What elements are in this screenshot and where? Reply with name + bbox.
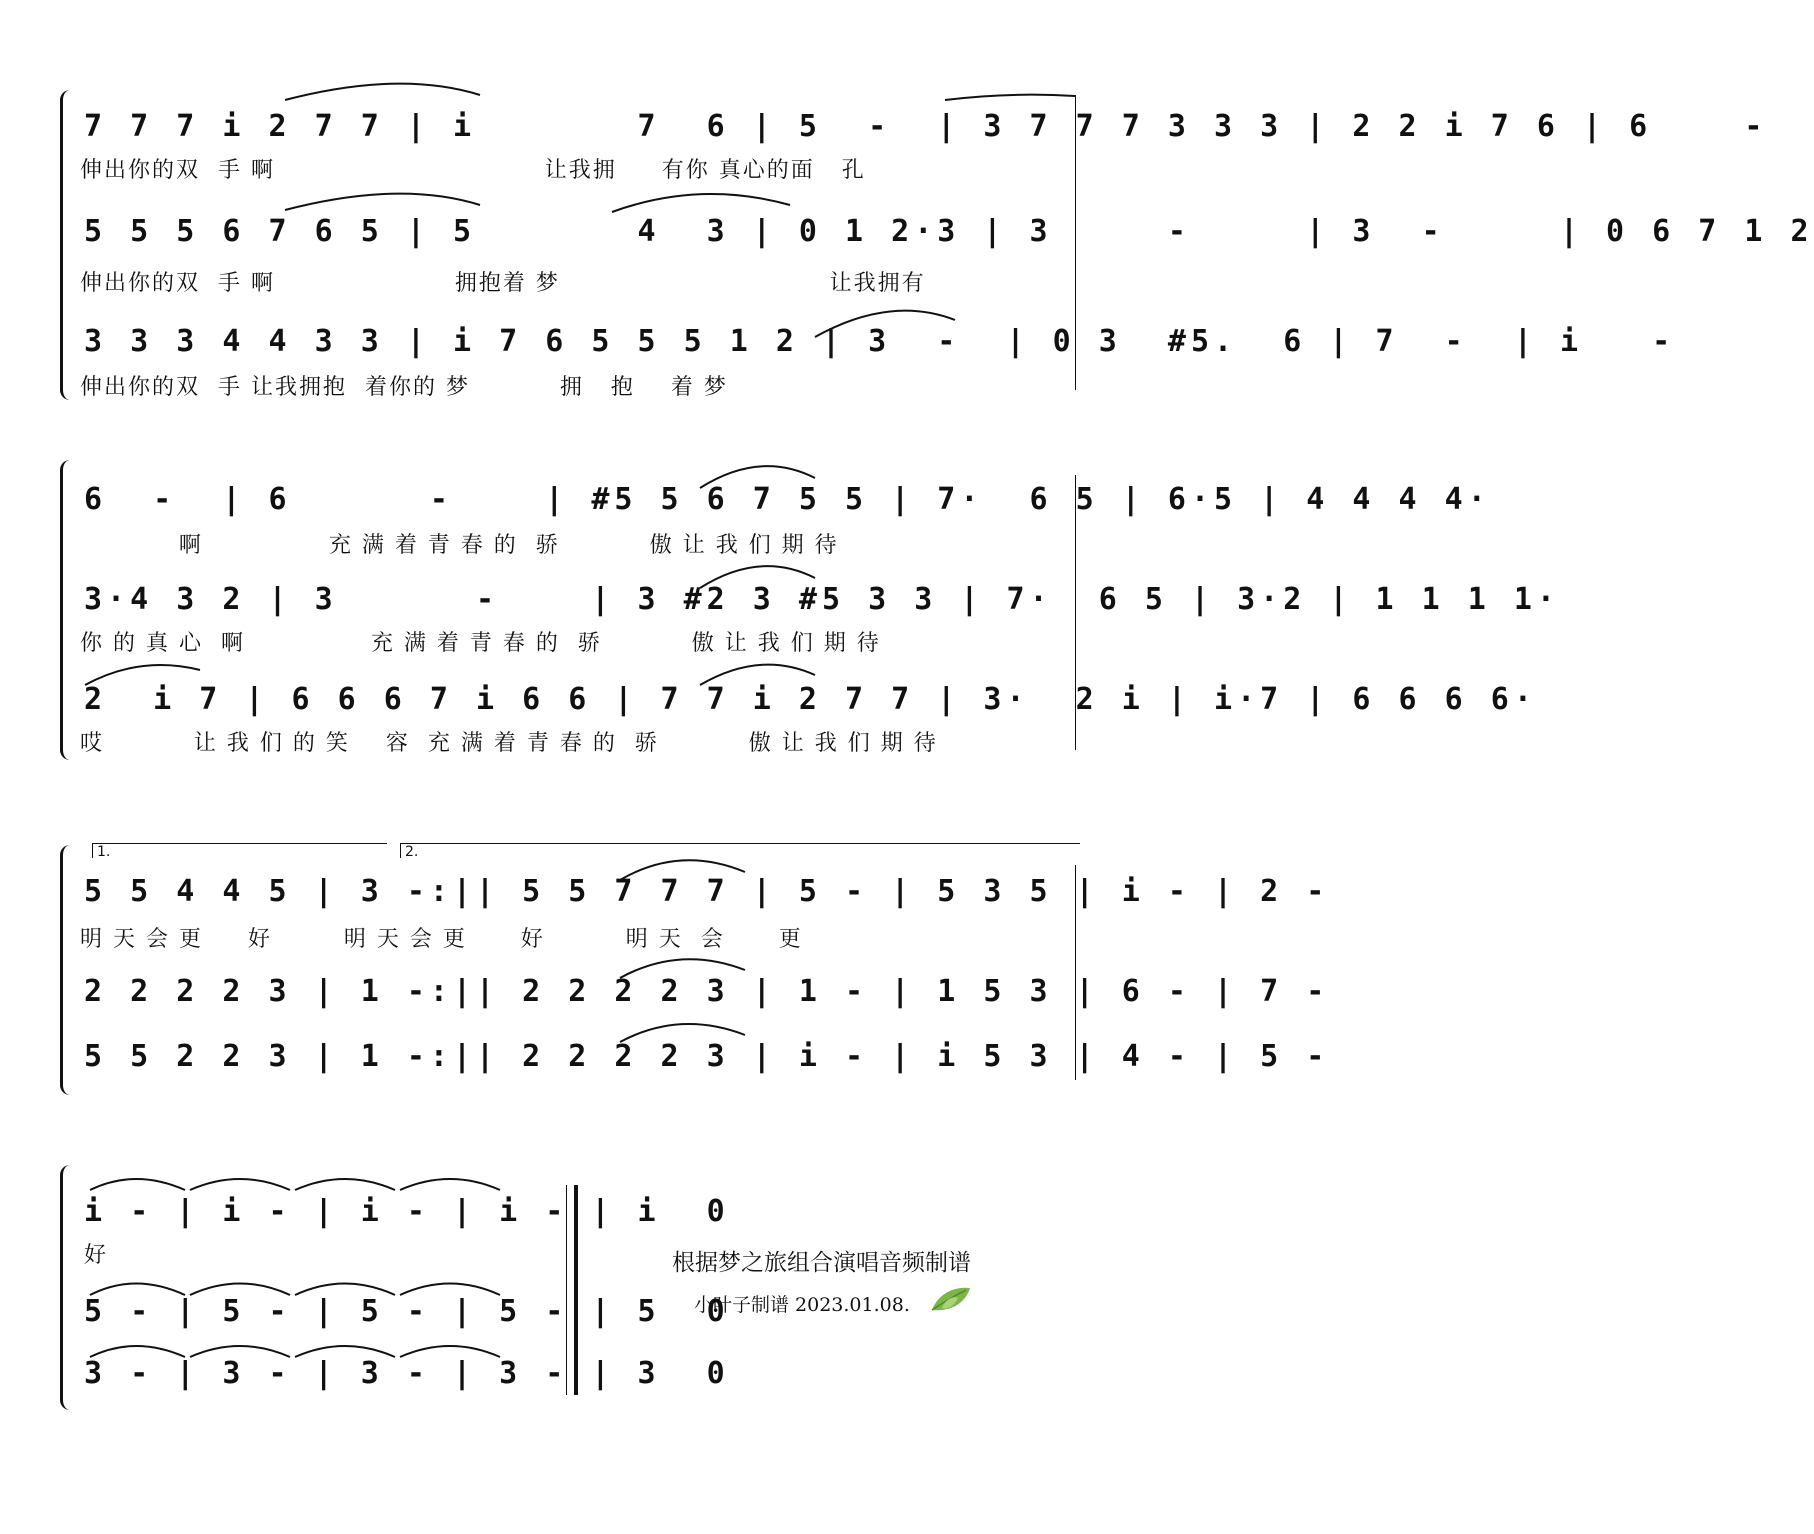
notes-line: 5 5 4 4 5 | 3 -:|| 5 5 7 7 7 | 5 - | 5 3 5 | i - | 2 - [84, 874, 1330, 909]
volta-second-ending: 2. [400, 843, 1080, 858]
notes-line: 3 3 3 4 4 3 3 | i 7 6 5 5 5 1 2 | 3 - | 0 3 #5. 6 | 7 - | i - [84, 324, 1676, 359]
lyric-line: 你 的 真 心 啊 充 满 着 青 春 的 骄 傲 让 我 们 期 待 [80, 631, 881, 656]
notes-line: 3·4 3 2 | 3 - | 3 #2 3 #5 3 3 | 7· 6 5 | 3·2 | 1 1 1 1· [84, 582, 1560, 617]
lyric-line: 好 [84, 1243, 109, 1268]
notes-line: 6 - | 6 - | #5 5 6 7 5 5 | 7· 6 5 | 6·5 | 4 4 4 4· [84, 482, 1491, 517]
lyric-line: 明 天 会 更 好 明 天 会 更 好 明 天 会 更 [80, 927, 803, 952]
system-1 [0, 80, 1814, 410]
source-credit: 根据梦之旅组合演唱音频制谱 [672, 1250, 971, 1276]
barline-end [1075, 475, 1076, 750]
system-brace [60, 1165, 77, 1410]
lyric-line: 伸出你的双 手 啊 让我拥 有你 真心的面 孔 [80, 158, 866, 183]
notes-line: 5 5 5 6 7 6 5 | 5 4 3 | 0 1 2·3 | 3 - | 3 - | 0 6 7 1 2 [84, 214, 1814, 249]
notes-line: 5 5 2 2 3 | 1 -:|| 2 2 2 2 3 | i - | i 5 3 | 4 - | 5 - [84, 1039, 1330, 1074]
final-barline [574, 1185, 578, 1395]
notes-line: 5 - | 5 - | 5 - | 5 - | 5 0 [84, 1294, 730, 1329]
system-brace [60, 460, 77, 760]
leaf-icon [928, 1284, 974, 1314]
barline-end [1075, 865, 1076, 1080]
final-barline-thin [566, 1185, 567, 1395]
author-credit: 小叶子制谱 2023.01.08. [694, 1294, 910, 1316]
notes-line: 2 i 7 | 6 6 6 7 i 6 6 | 7 7 i 2 7 7 | 3· 2 i | i·7 | 6 6 6 6· [84, 682, 1537, 717]
notes-line: 7 7 7 i 2 7 7 | i 7 6 | 5 - | 3 7 7 7 3 3 3 | 2 2 i 7 6 | 6 - [84, 109, 1768, 144]
lyric-line: 啊 充 满 着 青 春 的 骄 傲 让 我 们 期 待 [80, 533, 839, 558]
barline-end [1075, 95, 1076, 390]
notes-line: 3 - | 3 - | 3 - | 3 - | 3 0 [84, 1356, 730, 1391]
system-brace [60, 90, 77, 400]
system-2 [0, 455, 1560, 775]
volta-first-ending: 1. [92, 843, 387, 858]
notes-line: 2 2 2 2 3 | 1 -:|| 2 2 2 2 3 | 1 - | 1 5 3 | 6 - | 7 - [84, 974, 1330, 1009]
lyric-line: 伸出你的双 手 让我拥抱 着你的 梦 拥 抱 着 梦 [80, 375, 728, 400]
system-3 [0, 835, 1330, 1105]
notes-line: i - | i - | i - | i - | i 0 [84, 1194, 730, 1229]
lyric-line: 伸出你的双 手 啊 拥抱着 梦 让我拥有 [80, 271, 926, 296]
system-brace [60, 845, 77, 1095]
lyric-line: 哎 让 我 们 的 笑 容 充 满 着 青 春 的 骄 傲 让 我 们 期 待 [80, 731, 938, 756]
